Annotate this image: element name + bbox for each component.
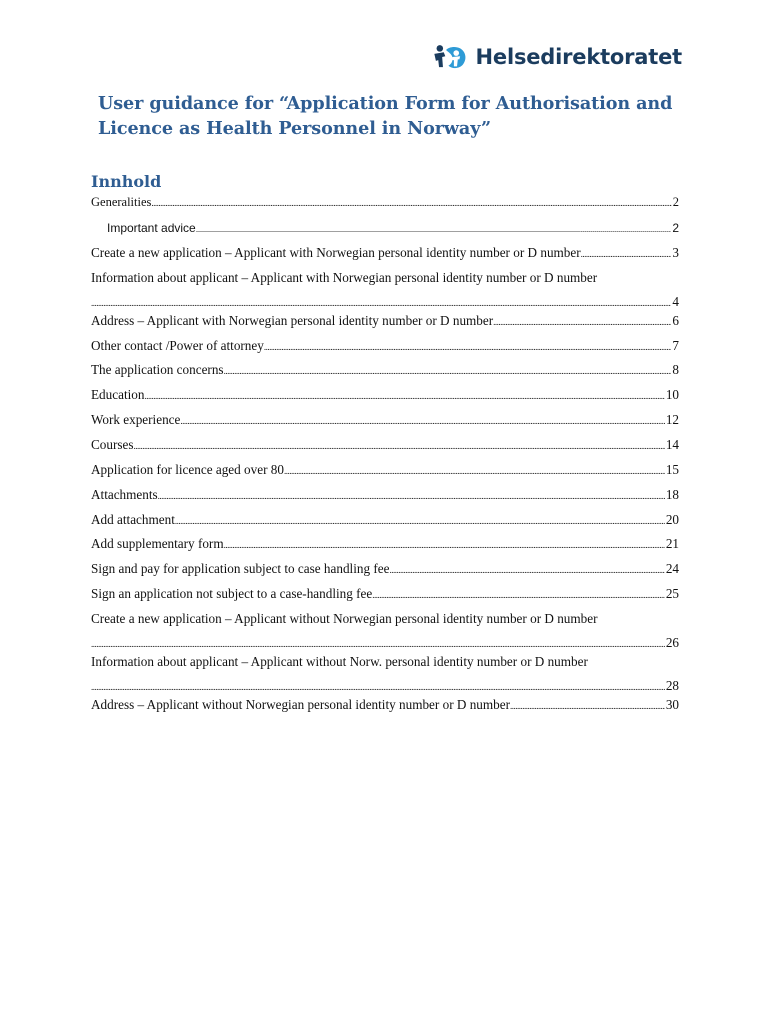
toc-leader bbox=[284, 462, 665, 480]
toc-entry[interactable] bbox=[91, 361, 679, 379]
toc-entry[interactable] bbox=[91, 269, 679, 311]
toc-entry-page: 28 bbox=[665, 678, 679, 693]
toc-entry-label: Address – Applicant with Norwegian personal identity number or D number bbox=[91, 313, 494, 328]
toc-leader bbox=[91, 678, 665, 696]
toc-entry-page: 2 bbox=[672, 195, 679, 209]
toc-entry-page: 21 bbox=[665, 536, 679, 551]
toc-entry-page: 7 bbox=[672, 338, 679, 353]
toc-entry[interactable] bbox=[91, 610, 679, 652]
toc-entry-label: Application for licence aged over 80 bbox=[91, 462, 284, 477]
toc-entry[interactable] bbox=[91, 337, 679, 355]
toc-entry-label: Sign and pay for application subject to case handling fee bbox=[91, 561, 390, 576]
toc-leader bbox=[389, 561, 664, 579]
toc-leader bbox=[91, 294, 671, 312]
toc-entry-page: 15 bbox=[665, 462, 679, 477]
toc-entry[interactable] bbox=[91, 312, 679, 330]
toc-entry-page: 12 bbox=[665, 412, 679, 427]
toc-entry-label: Add attachment bbox=[91, 512, 175, 527]
toc-entry-page: 10 bbox=[665, 387, 679, 402]
toc-entry[interactable] bbox=[91, 560, 679, 578]
toc-entry-page: 18 bbox=[665, 487, 679, 502]
toc-entry-label: Information about applicant – Applicant without Norw. personal identity number or D number bbox=[91, 654, 588, 669]
toc-entry-page: 8 bbox=[672, 362, 679, 377]
document-title: User guidance for “Application Form for Authorisation and Licence as Health Personnel in Norway” bbox=[98, 93, 673, 139]
toc-entry-label: Other contact /Power of attorney bbox=[91, 338, 264, 353]
toc-entry-label: Information about applicant – Applicant with Norwegian personal identity number or D number bbox=[91, 270, 598, 285]
toc-entry-page: 20 bbox=[665, 512, 679, 527]
toc-entry-page: 6 bbox=[672, 313, 679, 328]
toc-entry[interactable] bbox=[91, 535, 679, 553]
toc-entry[interactable] bbox=[91, 411, 679, 429]
toc-leader bbox=[91, 635, 665, 653]
toc-entry-label: Courses bbox=[91, 437, 134, 452]
toc-leader bbox=[581, 245, 672, 263]
toc-entry-page: 2 bbox=[672, 221, 679, 235]
toc-entry[interactable] bbox=[91, 461, 679, 479]
toc-leader bbox=[134, 437, 665, 455]
toc-leader bbox=[224, 536, 665, 554]
toc-entry-page: 4 bbox=[672, 294, 679, 309]
toc-leader bbox=[372, 586, 665, 604]
toc-entry[interactable] bbox=[91, 653, 679, 695]
toc-entry[interactable] bbox=[91, 486, 679, 504]
toc-entry-label: Work experience bbox=[91, 412, 181, 427]
toc-leader bbox=[144, 387, 664, 405]
toc-entry-page: 25 bbox=[665, 586, 679, 601]
toc-leader bbox=[224, 362, 672, 380]
toc-entry[interactable] bbox=[107, 219, 679, 237]
toc-leader bbox=[510, 697, 665, 715]
toc-entry-page: 14 bbox=[665, 437, 679, 452]
toc-entry-label: Create a new application – Applicant without Norwegian personal identity number or D number bbox=[91, 611, 598, 626]
toc-entry-page: 3 bbox=[672, 245, 679, 260]
toc-entry[interactable] bbox=[91, 585, 679, 603]
toc-entry-label: Add supplementary form bbox=[91, 536, 224, 551]
brand-name: Helsedirektoratet bbox=[475, 45, 682, 69]
toc-entry-label: Address – Applicant without Norwegian personal identity number or D number bbox=[91, 697, 510, 712]
toc-leader bbox=[196, 220, 672, 238]
toc-leader bbox=[264, 338, 672, 356]
toc-leader bbox=[180, 412, 664, 430]
toc-entry[interactable] bbox=[91, 696, 679, 714]
toc-leader bbox=[493, 313, 671, 331]
toc-entry-page: 30 bbox=[665, 697, 679, 712]
toc-entry-label: Attachments bbox=[91, 487, 158, 502]
toc-entry[interactable] bbox=[91, 436, 679, 454]
toc-entry-page: 26 bbox=[665, 635, 679, 650]
toc-entry-label: Generalities bbox=[91, 195, 152, 209]
toc-leader bbox=[158, 487, 665, 505]
toc-heading: Innhold bbox=[91, 172, 162, 191]
toc-leader bbox=[175, 512, 665, 530]
toc-entry[interactable] bbox=[91, 193, 679, 211]
toc-entry[interactable] bbox=[91, 386, 679, 404]
toc-entry[interactable] bbox=[91, 511, 679, 529]
toc-entry-label: The application concerns bbox=[91, 362, 224, 377]
toc-entry-label: Important advice bbox=[107, 221, 196, 235]
toc-entry[interactable] bbox=[91, 244, 679, 262]
toc-leader bbox=[151, 194, 671, 212]
toc-entry-label: Sign an application not subject to a case-handling fee bbox=[91, 586, 373, 601]
toc-entry-page: 24 bbox=[665, 561, 679, 576]
toc-entry-label: Education bbox=[91, 387, 145, 402]
toc-entry-label: Create a new application – Applicant with Norwegian personal identity number or D number bbox=[91, 245, 581, 260]
